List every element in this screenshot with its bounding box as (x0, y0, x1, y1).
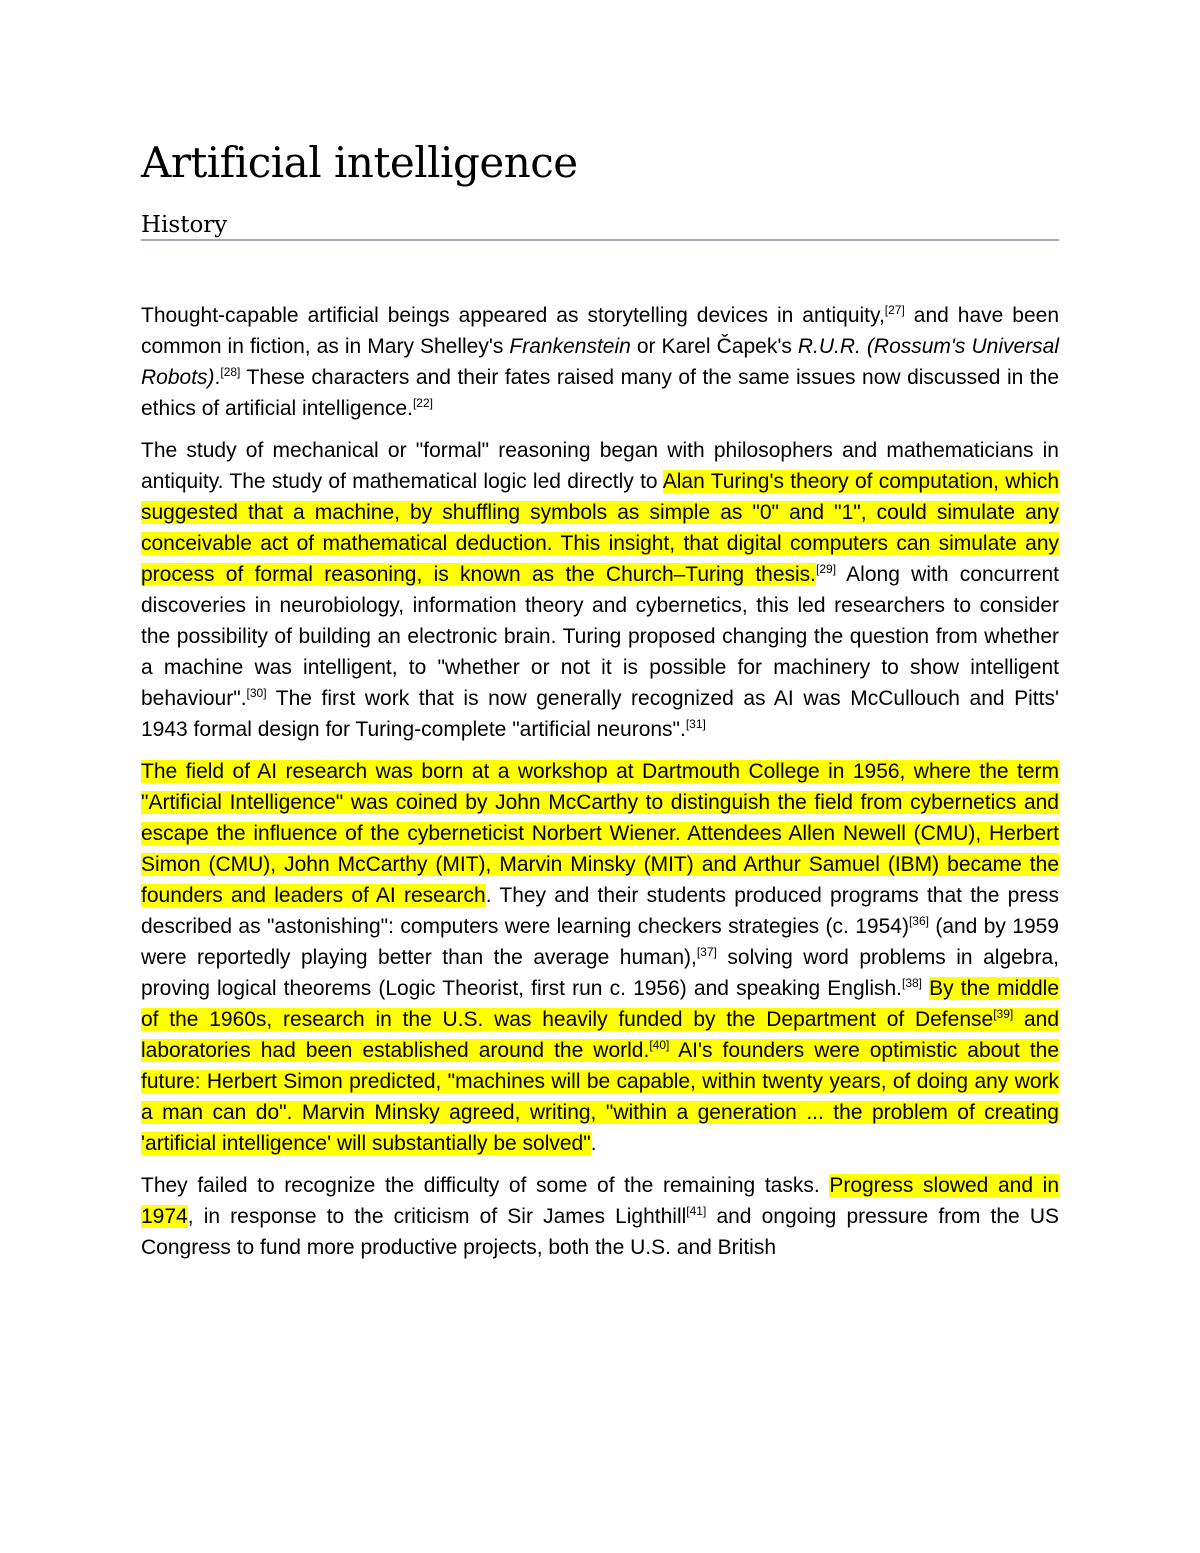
highlighted-text: AI's founders were optimistic about the future: Herbert Simon predicted, "machines will be capable, within twenty years, of doing any work a man can do". Marvin Minsky agreed, writing, "within a generation ... the problem of creating 'artificial intelligence' will substantially be solved" (141, 1039, 1060, 1155)
highlighted-citation-ref[interactable]: [40] (649, 1039, 669, 1062)
highlighted-text: By the middle of the 1960s, research in the U.S. was heavily funded by the Department of Defense (141, 977, 1059, 1031)
page-title: Artificial intelligence (141, 138, 578, 187)
highlighted-citation-ref[interactable]: [39] (993, 1008, 1013, 1031)
paragraph-3: The field of AI research was born at a workshop at Dartmouth College in 1956, where the term "Artificial Intelligence" was coined by John McCarthy to distinguish the field from cybernetics and escape the influence of the cyberneticist Norbert Wiener. Attendees Allen Newell (CMU), Herbert Simon (CMU), John McCarthy (MIT), Marvin Minsky (MIT) and Arthur Samuel (IBM) became the founders and leaders of AI research. They and their students produced programs that the press described as "astonishing": computers were learning checkers strategies (c. 1954)[36] (and by 1959 were reportedly playing better than the average human),[37] solving word problems in algebra, proving logical theorems (Logic Theorist, first run c. 1956) and speaking English.[38] By the middle of the 1960s, research in the U.S. was heavily funded by the Department of Defense[39] and laboratories had been established around the world.[40] AI's founders were optimistic about the future: Herbert Simon predicted, "machines will be capable, within twenty years, of doing any work a man can do". Marvin Minsky agreed, writing, "within a generation ... the problem of creating 'artificial intelligence' will substantially be solved". (141, 760, 1060, 1155)
paragraph-1: Thought-capable artificial beings appeared as storytelling devices in antiquity,[27] and have been common in fiction, as in Mary Shelley's Frankenstein or Karel Čapek's R.U.R. (Rossum's Universal Robots).[28] These characters and their fates raised many of the same issues now discussed in the ethics of artificial intelligence.[22] (141, 303, 1059, 420)
citation-ref[interactable]: [28] (220, 365, 241, 379)
section-heading-history: History (141, 212, 1059, 241)
paragraph-4: They failed to recognize the difficulty of some of the remaining tasks. Progress slowed and in 1974, in response to the criticism of Sir James Lighthill[41] and ongoing pressure from the US Congress to fund more productive projects, both the U.S. and British (141, 1174, 1059, 1259)
citation-ref[interactable]: [22] (412, 396, 433, 410)
citation-ref[interactable]: [30] (246, 686, 267, 700)
highlighted-text: Progress slowed and in 1974 (141, 1174, 1059, 1228)
citation-ref[interactable]: [37] (696, 945, 717, 959)
citation-ref[interactable]: [31] (685, 717, 706, 731)
highlighted-text: Alan Turing's theory of computation, which suggested that a machine, by shuffling symbols as simple as "0" and "1", could simulate any conceivable act of mathematical deduction. This insight, that digital computers can simulate any process of formal reasoning, is known as the Church–Turing thesis. (141, 470, 1059, 586)
italic-title: Frankenstein (509, 335, 631, 358)
citation-ref[interactable]: [27] (884, 303, 905, 317)
citation-ref[interactable]: [38] (902, 976, 923, 990)
citation-ref[interactable]: [41] (686, 1204, 707, 1218)
italic-title: R.U.R. (Rossum's Universal Robots) (141, 335, 1059, 389)
highlighted-text: The field of AI research was born at a workshop at Dartmouth College in 1956, where the term "Artificial Intelligence" was coined by John McCarthy to distinguish the field from cybernetics and escape the influence of the cyberneticist Norbert Wiener. Attendees Allen Newell (CMU), Herbert Simon (CMU), John McCarthy (MIT), Marvin Minsky (MIT) and Arthur Samuel (IBM) became the founders and leaders of AI research (141, 760, 1059, 907)
citation-ref[interactable]: [29] (816, 562, 837, 576)
citation-ref[interactable]: [36] (908, 914, 929, 928)
paragraph-2: The study of mechanical or "formal" reasoning began with philosophers and mathematicians in antiquity. The study of mathematical logic led directly to Alan Turing's theory of computation, which suggested that a machine, by shuffling symbols as simple as "0" and "1", could simulate any conceivable act of mathematical deduction. This insight, that digital computers can simulate any process of formal reasoning, is known as the Church–Turing thesis.[29] Along with concurrent discoveries in neurobiology, information theory and cybernetics, this led researchers to consider the possibility of building an electronic brain. Turing proposed changing the question from whether a machine was intelligent, to "whether or not it is possible for machinery to show intelligent behaviour".[30] The first work that is now generally recognized as AI was McCullouch and Pitts' 1943 formal design for Turing-complete "artificial neurons".[31] (141, 439, 1059, 741)
article-body (141, 300, 1059, 1274)
highlighted-text: and laboratories had been established around the world. (141, 1008, 1059, 1062)
